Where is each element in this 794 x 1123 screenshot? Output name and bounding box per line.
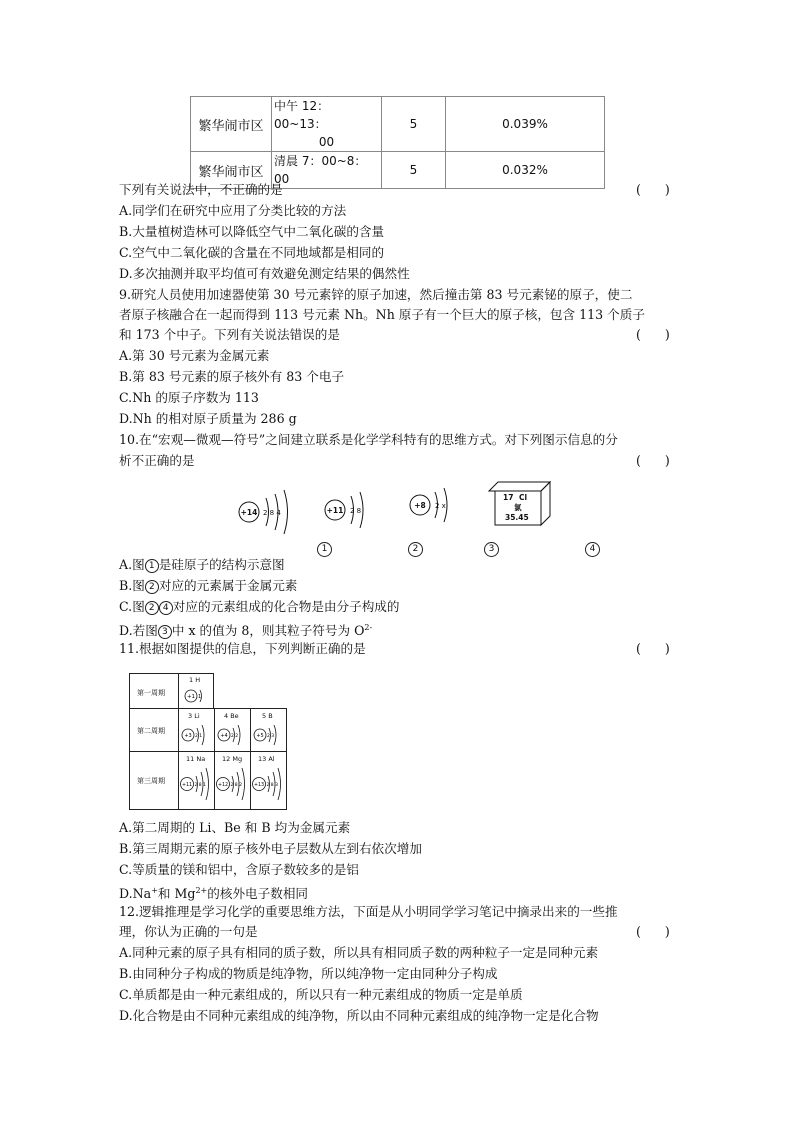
atomic-number: 17	[503, 493, 514, 502]
svg-text:+4: +4	[220, 733, 228, 739]
period-1-label-cell: 第一周期	[129, 673, 179, 709]
q11-stem: 11.根据如图提供的信息，下列判断正确的是	[119, 641, 366, 656]
q12-option-c: C.单质都是由一种元素组成的，所以只有一种元素组成的物质一定是单质	[119, 987, 523, 1002]
table-cell-time: 清晨 7：00~8：00	[272, 152, 382, 189]
q12-stem-line2: 理，你认为正确的一句是	[119, 924, 258, 939]
svg-text:+1: +1	[186, 694, 196, 700]
q10-figures	[230, 478, 630, 558]
q10-option-d: D.若图 3 中 x 的值为 8，则其粒子符号为 $O^{2-}$	[119, 623, 373, 639]
q8-answer-bracket: ( )	[636, 182, 670, 197]
table-cell-count: 5	[382, 97, 446, 152]
q11-answer-bracket: ( )	[636, 641, 670, 656]
nucleus-label: +11	[326, 506, 344, 515]
q10-option-a: A.图 1 是硅原子的结构示意图	[119, 557, 285, 572]
atom-diagram-1	[239, 490, 288, 534]
figure-label-3: 3	[484, 536, 499, 557]
figure-label-1: 1	[317, 536, 332, 557]
svg-text:+12: +12	[217, 783, 229, 788]
q8-option-d: D.多次抽测并取平均值可有效避免测定结果的偶然性	[119, 266, 410, 281]
atom-diagram-2	[325, 492, 363, 528]
element-mg-cell: 12 Mg +12 2 8 2	[214, 751, 251, 810]
q8-option-a: A.同学们在研究中应用了分类比较的方法	[119, 203, 347, 218]
element-na-cell: 11 Na +11 2 8 1	[178, 751, 215, 810]
svg-text:+11: +11	[181, 783, 193, 788]
shell-electrons: 2 8	[350, 507, 362, 515]
table-row	[191, 97, 605, 152]
time-text-cont: 00	[318, 135, 335, 149]
period-3-label-cell: 第三周期	[129, 751, 179, 810]
q9-stem-line2: 者原子核融合在一起而得到 113 号元素 Nh。Nh 原子有一个巨大的原子核，包含 113 个质子	[119, 307, 645, 322]
q9-option-c: C.Nh 的原子序数为 113	[119, 390, 259, 405]
data-table	[190, 96, 605, 189]
shell-electrons: 2 8 4	[263, 509, 281, 517]
svg-text:+3: +3	[184, 733, 192, 739]
q9-option-d: D.Nh 的相对原子质量为 286 g	[119, 411, 297, 426]
table-cell-place: 繁华闹市区	[191, 97, 272, 152]
element-li-cell: 3 Li +3 2 1	[178, 708, 215, 752]
figure-label-2: 2	[408, 536, 423, 557]
q9-stem-line3: 和 173 个中子。下列有关说法错误的是	[119, 327, 340, 342]
q10-answer-bracket: ( )	[636, 453, 670, 468]
element-al-cell: 13 Al +13 2 8 3	[250, 751, 287, 810]
element-be-cell: 4 Be +4 2 2	[214, 708, 251, 752]
q12-answer-bracket: ( )	[636, 924, 670, 939]
q9-option-a: A.第 30 号元素为金属元素	[119, 348, 270, 363]
q8-option-c: C.空气中二氧化碳的含量在不同地域都是相同的	[119, 245, 385, 260]
element-cell-4	[489, 482, 550, 525]
svg-text:2 2: 2 2	[231, 734, 239, 739]
table-cell-value: 0.032%	[446, 152, 605, 189]
table-cell-place: 繁华闹市区	[191, 152, 272, 189]
q10-stem-line1: 10.在“宏观—微观—符号”之间建立联系是化学学科特有的思维方式。对下列图示信息的分	[119, 432, 618, 447]
svg-text:2 3: 2 3	[267, 734, 275, 739]
svg-text:2 8 1: 2 8 1	[194, 783, 206, 788]
shell-electrons: 2 x	[435, 502, 446, 510]
q10-option-c: C.图 2 4 对应的元素组成的化合物是由分子构成的	[119, 599, 400, 614]
svg-text:+5: +5	[256, 733, 264, 739]
element-symbol: Cl	[519, 493, 528, 502]
q12-stem-line1: 12.逻辑推理是学习化学的重要思维方法，下面是从小明同学学习笔记中摘录出来的一些推	[119, 904, 618, 919]
q9-answer-bracket: ( )	[636, 327, 670, 342]
ion-diagram-3	[410, 488, 447, 522]
table-cell-value: 0.039%	[446, 97, 605, 152]
q11-option-d: D.Na+和 $Mg^{2+}$的核外电子数相同	[119, 886, 308, 902]
q8-stem: 下列有关说法中，不正确的是	[119, 182, 283, 197]
q11-option-a: A.第二周期的 Li、Be 和 B 均为金属元素	[119, 820, 351, 835]
figure-label-4: 4	[585, 536, 600, 557]
q8-option-b: B.大量植树造林可以降低空气中二氧化碳的含量	[119, 224, 385, 239]
svg-text:1: 1	[198, 694, 202, 700]
nucleus-label: +8	[414, 501, 426, 510]
svg-text:2 8 3: 2 8 3	[266, 783, 278, 788]
periodic-table-figure	[129, 673, 287, 810]
q10-stem-line2: 析不正确的是	[119, 453, 195, 468]
q11-option-b: B.第三周期元素的原子核外电子层数从左到右依次增加	[119, 841, 422, 856]
element-name: 氯	[514, 503, 522, 512]
table-cell-count: 5	[382, 152, 446, 189]
svg-text:2 8 2: 2 8 2	[230, 783, 242, 788]
table-cell-time	[272, 97, 382, 152]
nucleus-label: +14	[240, 508, 258, 517]
element-h-cell: 1 H +1 1	[178, 673, 214, 709]
q9-option-b: B.第 83 号元素的原子核外有 83 个电子	[119, 369, 345, 384]
q12-option-a: A.同种元素的原子具有相同的质子数，所以具有相同质子数的两种粒子一定是同种元素	[119, 945, 599, 960]
element-b-cell: 5 B +5 2 3	[250, 708, 287, 752]
q11-option-c: C.等质量的镁和铝中，含原子数较多的是铝	[119, 862, 359, 877]
time-text: 中午 12：00~13：	[274, 99, 330, 131]
period-2-label-cell: 第二周期	[129, 708, 179, 752]
q12-option-d: D.化合物是由不同种元素组成的纯净物，所以由不同种元素组成的纯净物一定是化合物	[119, 1008, 599, 1023]
q9-stem-line1: 9.研究人员使用加速器使第 30 号元素锌的原子加速，然后撞击第 83 号元素铋的原子，使二	[119, 287, 633, 302]
q10-option-b: B.图 2 对应的元素属于金属元素	[119, 578, 298, 593]
q12-option-b: B.由同种分子构成的物质是纯净物，所以纯净物一定由同种分子构成	[119, 966, 498, 981]
atomic-mass: 35.45	[505, 513, 529, 522]
svg-text:+13: +13	[253, 783, 265, 788]
svg-text:2 1: 2 1	[195, 734, 203, 739]
